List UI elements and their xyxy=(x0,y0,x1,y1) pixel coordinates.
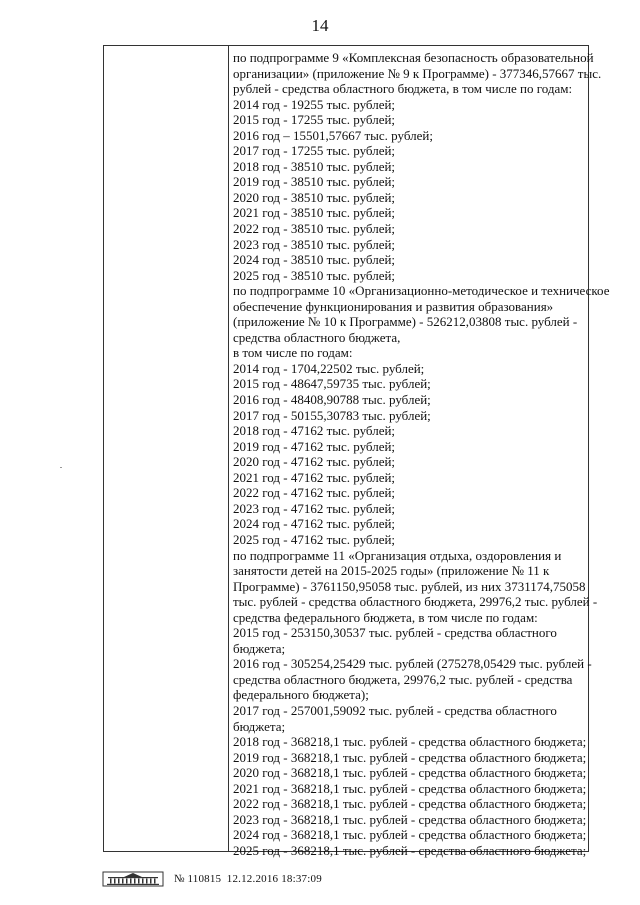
text-line: 2021 год - 47162 тыс. рублей; xyxy=(233,469,396,485)
left-margin-dot xyxy=(60,467,62,468)
text-line: 2025 год - 38510 тыс. рублей; xyxy=(233,267,396,283)
footer-datetime: 12.12.2016 18:37:09 xyxy=(226,873,322,885)
text-line: 2022 год - 38510 тыс. рублей; xyxy=(233,221,396,237)
text-line: рублей - средства областного бюджета, в том числе по годам: xyxy=(233,81,573,97)
text-line: 2016 год - 305254,25429 тыс. рублей (275278,05429 тыс. рублей - xyxy=(233,656,592,672)
text-line: 2023 год - 38510 тыс. рублей; xyxy=(233,236,396,252)
text-line: 2018 год - 38510 тыс. рублей; xyxy=(233,158,396,174)
document-footer xyxy=(102,870,322,888)
text-line: 2024 год - 368218,1 тыс. рублей - средства областного бюджета; xyxy=(233,827,587,843)
text-line: 2019 год - 38510 тыс. рублей; xyxy=(233,174,396,190)
text-line: бюджета; xyxy=(233,718,286,734)
text-line: 2019 год - 368218,1 тыс. рублей - средства областного бюджета; xyxy=(233,749,587,765)
page-number: 14 xyxy=(311,16,329,35)
text-line: 2020 год - 47162 тыс. рублей; xyxy=(233,454,396,470)
text-line: (приложение № 10 к Программе) - 526212,03808 тыс. рублей - xyxy=(233,314,578,330)
text-line: средства областного бюджета, 29976,2 тыс. рублей - средства xyxy=(233,671,573,687)
text-line: 2020 год - 368218,1 тыс. рублей - средства областного бюджета; xyxy=(233,765,587,781)
document-table xyxy=(103,45,610,858)
text-line: 2023 год - 368218,1 тыс. рублей - средства областного бюджета; xyxy=(233,811,587,827)
footer-doc-number: 110815 xyxy=(187,873,222,885)
text-line: 2016 год - 48408,90788 тыс. рублей; xyxy=(233,392,431,408)
text-line: тыс. рублей - средства областного бюджета, 29976,2 тыс. рублей - xyxy=(233,594,598,610)
footer-number-mark: № xyxy=(174,873,185,885)
text-line: по подпрограмме 9 «Комплексная безопасность образовательной xyxy=(233,50,594,65)
text-line: средства областного бюджета, xyxy=(233,329,401,345)
text-line: Программе) - 3761150,95058 тыс. рублей, из них 3731174,75058 xyxy=(233,578,586,594)
text-line: 2018 год - 47162 тыс. рублей; xyxy=(233,423,396,439)
text-line: 2024 год - 38510 тыс. рублей; xyxy=(233,252,396,268)
text-line: 2018 год - 368218,1 тыс. рублей - средства областного бюджета; xyxy=(233,734,587,750)
text-line: по подпрограмме 11 «Организация отдыха, оздоровления и xyxy=(233,547,562,563)
table-content-cell xyxy=(233,50,610,858)
text-line: 2024 год - 47162 тыс. рублей; xyxy=(233,516,396,532)
text-line: 2015 год - 253150,30537 тыс. рублей - средства областного xyxy=(233,625,557,641)
text-line: 2021 год - 38510 тыс. рублей; xyxy=(233,205,396,221)
text-line: занятости детей на 2015-2025 годы» (приложение № 11 к xyxy=(233,563,550,579)
text-line: организации» (приложение № 9 к Программе) - 377346,57667 тыс. xyxy=(233,65,602,81)
text-line: в том числе по годам: xyxy=(233,345,353,361)
text-line: по подпрограмме 10 «Организационно-методическое и техническое xyxy=(233,283,610,299)
text-line: 2014 год - 1704,22502 тыс. рублей; xyxy=(233,360,425,376)
text-line: 2017 год - 50155,30783 тыс. рублей; xyxy=(233,407,431,423)
text-line: средства федерального бюджета, в том числе по годам: xyxy=(233,609,538,625)
text-line: 2021 год - 368218,1 тыс. рублей - средства областного бюджета; xyxy=(233,780,587,796)
text-line: обеспечение функционирования и развития образования» xyxy=(233,298,554,314)
text-line: 2020 год - 38510 тыс. рублей; xyxy=(233,189,396,205)
text-line: 2015 год - 48647,59735 тыс. рублей; xyxy=(233,376,431,392)
text-line: 2017 год - 257001,59092 тыс. рублей - средства областного xyxy=(233,702,557,718)
table-column-divider xyxy=(228,46,229,851)
text-line: 2025 год - 368218,1 тыс. рублей - средства областного бюджета; xyxy=(233,842,587,858)
text-line: 2014 год - 19255 тыс. рублей; xyxy=(233,96,396,112)
text-line: 2022 год - 47162 тыс. рублей; xyxy=(233,485,396,501)
text-line: бюджета; xyxy=(233,640,286,656)
text-line: 2022 год - 368218,1 тыс. рублей - средства областного бюджета; xyxy=(233,796,587,812)
text-line: 2023 год - 47162 тыс. рублей; xyxy=(233,500,396,516)
text-line: 2015 год - 17255 тыс. рублей; xyxy=(233,112,396,128)
text-line: 2019 год - 47162 тыс. рублей; xyxy=(233,438,396,454)
text-line: 2016 год – 15501,57667 тыс. рублей; xyxy=(233,127,433,143)
government-building-logo-icon xyxy=(102,871,164,887)
text-line: федерального бюджета); xyxy=(233,687,369,703)
text-line: 2017 год - 17255 тыс. рублей; xyxy=(233,143,396,159)
text-line: 2025 год - 47162 тыс. рублей; xyxy=(233,531,396,547)
